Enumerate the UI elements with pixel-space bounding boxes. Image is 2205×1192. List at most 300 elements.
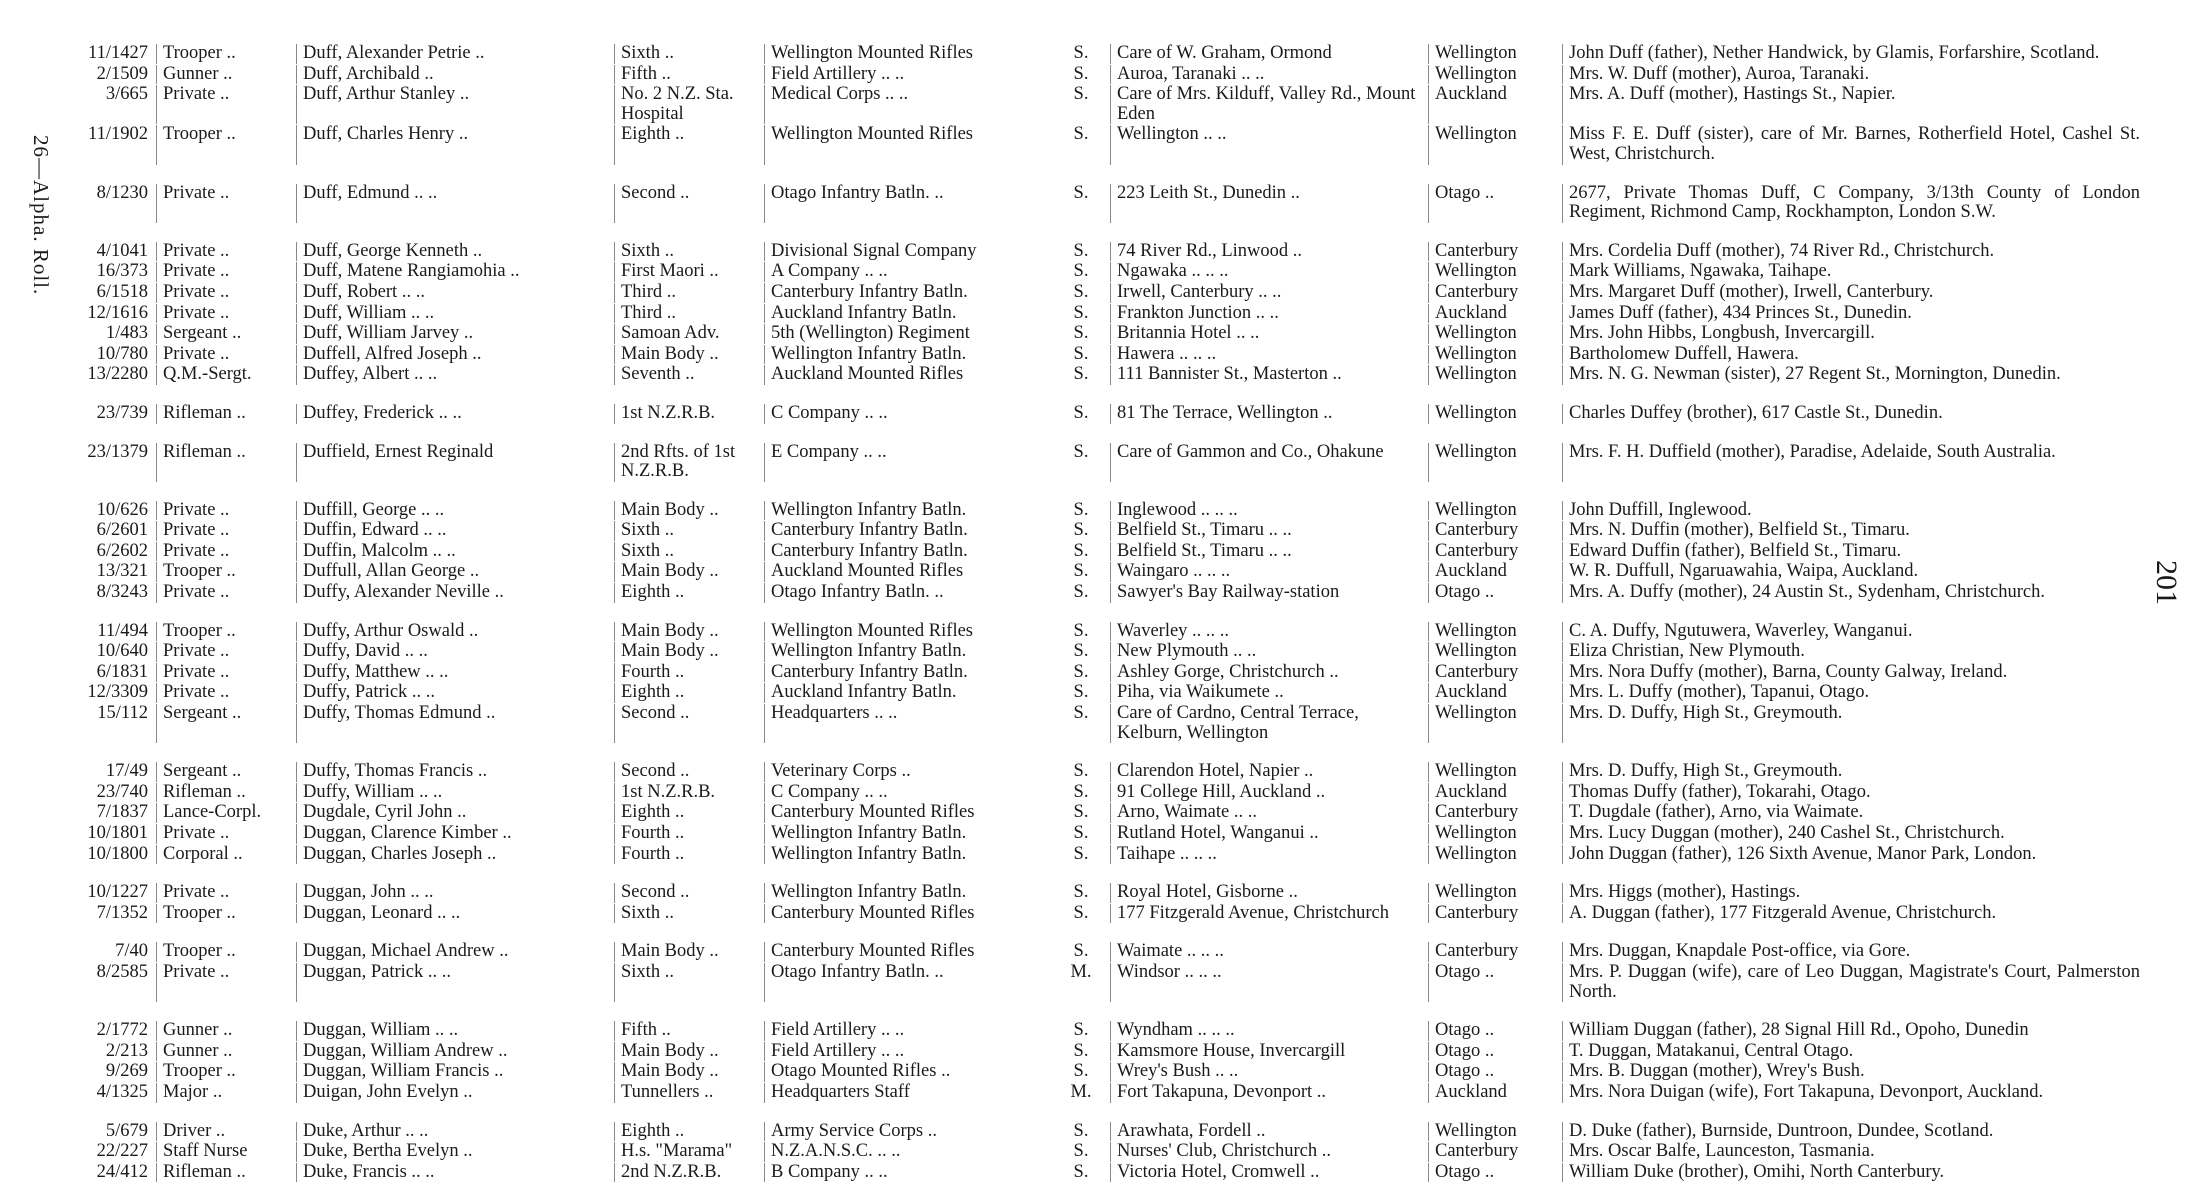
corps-unit: Army Service Corps .. (764, 1122, 1052, 1142)
soldier-name: Duff, Robert .. .. (296, 283, 614, 303)
rank: Rifleman .. (156, 783, 296, 803)
marital-status: S. (1073, 262, 1089, 282)
rank: Trooper .. (156, 1062, 296, 1082)
rank: Private .. (156, 663, 296, 683)
soldier-name: Duff, Archibald .. (296, 65, 614, 85)
corps-unit: Canterbury Infantry Batln. (764, 663, 1052, 683)
marital-status: S. (1073, 442, 1089, 462)
last-address: Windsor .. .. .. (1110, 963, 1428, 1002)
next-of-kin: Mrs. W. Duff (mother), Auroa, Taranaki. (1562, 65, 2140, 85)
military-district: Wellington (1428, 1122, 1562, 1142)
regimental-number: 10/1800 (87, 844, 148, 864)
next-of-kin: Mrs. B. Duggan (mother), Wrey's Bush. (1562, 1062, 2140, 1082)
military-district: Auckland (1428, 85, 1562, 124)
regimental-number: 6/1831 (96, 662, 148, 682)
regimental-number: 6/2601 (96, 521, 148, 541)
rank: Gunner .. (156, 1042, 296, 1062)
table-row (60, 1122, 2140, 1142)
military-district: Wellington (1428, 365, 1562, 385)
military-district: Canterbury (1428, 803, 1562, 823)
regimental-number: 8/3243 (96, 583, 148, 603)
corps-unit: Auckland Mounted Rifles (764, 562, 1052, 582)
table-row (60, 562, 2140, 582)
marital-status: S. (1073, 1021, 1089, 1041)
corps-unit: Wellington Infantry Batln. (764, 845, 1052, 865)
next-of-kin: Mrs. N. Duffin (mother), Belfield St., Timaru. (1562, 521, 2140, 541)
soldier-name: Duggan, William Francis .. (296, 1062, 614, 1082)
draft-unit: Eighth .. (614, 125, 764, 164)
draft-unit: Third .. (614, 283, 764, 303)
corps-unit: Canterbury Infantry Batln. (764, 542, 1052, 562)
marital-status: S. (1073, 403, 1089, 423)
table-row (60, 803, 2140, 823)
draft-unit: Second .. (614, 704, 764, 743)
draft-unit: Fourth .. (614, 845, 764, 865)
corps-unit: Wellington Infantry Batln. (764, 345, 1052, 365)
regimental-number: 6/1518 (96, 282, 148, 302)
soldier-name: Duff, William .. .. (296, 304, 614, 324)
military-district: Canterbury (1428, 242, 1562, 262)
rank: Gunner .. (156, 1021, 296, 1041)
rank: Trooper .. (156, 942, 296, 962)
table-row (60, 942, 2140, 962)
soldier-name: Duffell, Alfred Joseph .. (296, 345, 614, 365)
rank: Private .. (156, 283, 296, 303)
regimental-number: 4/1041 (96, 241, 148, 261)
table-row (60, 963, 2140, 1002)
marital-status: S. (1073, 125, 1089, 145)
table-row (60, 1163, 2140, 1183)
last-address: Ngawaka .. .. .. (1110, 262, 1428, 282)
page-number: 201 (2150, 560, 2183, 605)
soldier-name: Duffull, Allan George .. (296, 562, 614, 582)
soldier-name: Duggan, John .. .. (296, 883, 614, 903)
next-of-kin: Mrs. John Hibbs, Longbush, Invercargill. (1562, 324, 2140, 344)
marital-status: S. (1073, 642, 1089, 662)
marital-status: S. (1073, 583, 1089, 603)
soldier-name: Duffy, William .. .. (296, 783, 614, 803)
soldier-name: Duff, Arthur Stanley .. (296, 85, 614, 124)
table-row (60, 1062, 2140, 1082)
soldier-name: Duffey, Frederick .. .. (296, 404, 614, 424)
regimental-number: 22/227 (96, 1142, 148, 1162)
last-address: Wellington .. .. (1110, 125, 1428, 164)
draft-unit: Main Body .. (614, 501, 764, 521)
military-district: Canterbury (1428, 521, 1562, 541)
regimental-number: 13/2280 (87, 365, 148, 385)
table-row (60, 44, 2140, 64)
military-district: Wellington (1428, 125, 1562, 164)
rank: Sergeant .. (156, 704, 296, 743)
soldier-name: Duff, Edmund .. .. (296, 184, 614, 223)
rank: Private .. (156, 542, 296, 562)
regimental-number: 2/213 (105, 1041, 148, 1061)
marital-status: S. (1073, 662, 1089, 682)
regimental-number: 11/1427 (88, 44, 148, 63)
military-district: Canterbury (1428, 904, 1562, 924)
next-of-kin: Mrs. F. H. Duffield (mother), Paradise, Adelaide, South Australia. (1562, 443, 2140, 482)
regimental-number: 4/1325 (96, 1082, 148, 1102)
marital-status: S. (1073, 282, 1089, 302)
last-address: Care of Gammon and Co., Ohakune (1110, 443, 1428, 482)
soldier-name: Duffy, Thomas Edmund .. (296, 704, 614, 743)
regimental-number: 11/1902 (88, 125, 148, 145)
marital-status: S. (1073, 344, 1089, 364)
military-district: Canterbury (1428, 542, 1562, 562)
draft-unit: Main Body .. (614, 345, 764, 365)
next-of-kin: W. R. Duffull, Ngaruawahia, Waipa, Auckland. (1562, 562, 2140, 582)
draft-unit: 2nd N.Z.R.B. (614, 1163, 764, 1183)
draft-unit: No. 2 N.Z. Sta. Hospital (614, 85, 764, 124)
military-district: Auckland (1428, 1083, 1562, 1103)
draft-unit: Second .. (614, 184, 764, 223)
regimental-number: 11/494 (97, 621, 148, 641)
next-of-kin: Mrs. N. G. Newman (sister), 27 Regent St., Mornington, Dunedin. (1562, 365, 2140, 385)
marital-status: S. (1073, 85, 1089, 105)
corps-unit: A Company .. .. (764, 262, 1052, 282)
soldier-name: Duggan, Michael Andrew .. (296, 942, 614, 962)
regimental-number: 10/780 (96, 344, 148, 364)
last-address: Inglewood .. .. .. (1110, 501, 1428, 521)
next-of-kin: Mrs. P. Duggan (wife), care of Leo Duggan, Magistrate's Court, Palmerston North. (1562, 963, 2140, 1002)
draft-unit: Second .. (614, 883, 764, 903)
table-row (60, 704, 2140, 743)
last-address: Belfield St., Timaru .. .. (1110, 542, 1428, 562)
regimental-number: 8/2585 (96, 962, 148, 982)
table-row (60, 304, 2140, 324)
military-district: Wellington (1428, 65, 1562, 85)
marital-status: S. (1073, 562, 1089, 582)
table-row (60, 85, 2140, 124)
soldier-name: Duff, Charles Henry .. (296, 125, 614, 164)
draft-unit: Sixth .. (614, 904, 764, 924)
table-row (60, 904, 2140, 924)
rank: Major .. (156, 1083, 296, 1103)
corps-unit: Divisional Signal Company (764, 242, 1052, 262)
draft-unit: Fifth .. (614, 65, 764, 85)
regimental-number: 8/1230 (96, 183, 148, 203)
corps-unit: C Company .. .. (764, 783, 1052, 803)
table-row (60, 324, 2140, 344)
table-row (60, 242, 2140, 262)
last-address: Arno, Waimate .. .. (1110, 803, 1428, 823)
last-address: Rutland Hotel, Wanganui .. (1110, 824, 1428, 844)
corps-unit: Wellington Infantry Batln. (764, 642, 1052, 662)
military-district: Canterbury (1428, 663, 1562, 683)
marital-status: S. (1073, 1142, 1089, 1162)
draft-unit: Fifth .. (614, 1021, 764, 1041)
next-of-kin: T. Dugdale (father), Arno, via Waimate. (1562, 803, 2140, 823)
table-row (60, 1042, 2140, 1062)
rank: Private .. (156, 242, 296, 262)
rank: Rifleman .. (156, 443, 296, 482)
corps-unit: Field Artillery .. .. (764, 1042, 1052, 1062)
corps-unit: C Company .. .. (764, 404, 1052, 424)
next-of-kin: Thomas Duffy (father), Tokarahi, Otago. (1562, 783, 2140, 803)
draft-unit: Eighth .. (614, 1122, 764, 1142)
last-address: Waverley .. .. .. (1110, 622, 1428, 642)
regimental-number: 10/626 (96, 500, 148, 520)
military-district: Otago .. (1428, 1042, 1562, 1062)
corps-unit: Auckland Infantry Batln. (764, 683, 1052, 703)
draft-unit: Sixth .. (614, 242, 764, 262)
rank: Private .. (156, 963, 296, 1002)
marital-status: S. (1073, 683, 1089, 703)
next-of-kin: Mrs. A. Duff (mother), Hastings St., Napier. (1562, 85, 2140, 124)
rank: Trooper .. (156, 125, 296, 164)
last-address: Care of Mrs. Kilduff, Valley Rd., Mount Eden (1110, 85, 1428, 124)
table-row (60, 262, 2140, 282)
next-of-kin: Mrs. Margaret Duff (mother), Irwell, Canterbury. (1562, 283, 2140, 303)
regimental-number: 23/1379 (87, 442, 148, 462)
soldier-name: Duffy, Matthew .. .. (296, 663, 614, 683)
next-of-kin: Mark Williams, Ngawaka, Taihape. (1562, 262, 2140, 282)
marital-status: S. (1073, 541, 1089, 561)
next-of-kin: Mrs. Lucy Duggan (mother), 240 Cashel St., Christchurch. (1562, 824, 2140, 844)
corps-unit: Otago Mounted Rifles .. (764, 1062, 1052, 1082)
marital-status: S. (1073, 621, 1089, 641)
next-of-kin: Edward Duffin (father), Belfield St., Timaru. (1562, 542, 2140, 562)
last-address: Fort Takapuna, Devonport .. (1110, 1083, 1428, 1103)
corps-unit: Field Artillery .. .. (764, 1021, 1052, 1041)
last-address: New Plymouth .. .. (1110, 642, 1428, 662)
military-district: Wellington (1428, 345, 1562, 365)
draft-unit: Eighth .. (614, 683, 764, 703)
corps-unit: Canterbury Mounted Rifles (764, 803, 1052, 823)
marital-status: S. (1073, 500, 1089, 520)
marital-status: S. (1073, 521, 1089, 541)
marital-status: S. (1073, 903, 1089, 923)
corps-unit: Auckland Mounted Rifles (764, 365, 1052, 385)
last-address: Taihape .. .. .. (1110, 845, 1428, 865)
marital-status: S. (1073, 365, 1089, 385)
table-row (60, 762, 2140, 782)
draft-unit: Tunnellers .. (614, 1083, 764, 1103)
regimental-number: 9/269 (105, 1062, 148, 1082)
military-district: Otago .. (1428, 1062, 1562, 1082)
last-address: 177 Fitzgerald Avenue, Christchurch (1110, 904, 1428, 924)
military-district: Auckland (1428, 683, 1562, 703)
rank: Private .. (156, 262, 296, 282)
regimental-number: 17/49 (105, 762, 148, 782)
table-row (60, 542, 2140, 562)
marital-status: S. (1073, 1121, 1089, 1141)
next-of-kin: A. Duggan (father), 177 Fitzgerald Avenue, Christchurch. (1562, 904, 2140, 924)
marital-status: S. (1073, 183, 1089, 203)
corps-unit: Veterinary Corps .. (764, 762, 1052, 782)
last-address: Irwell, Canterbury .. .. (1110, 283, 1428, 303)
marital-status: S. (1073, 844, 1089, 864)
regimental-number: 24/412 (96, 1162, 148, 1182)
rank: Trooper .. (156, 562, 296, 582)
military-district: Wellington (1428, 44, 1562, 64)
next-of-kin: Mrs. Oscar Balfe, Launceston, Tasmania. (1562, 1142, 2140, 1162)
soldier-name: Duffey, Albert .. .. (296, 365, 614, 385)
last-address: 223 Leith St., Dunedin .. (1110, 184, 1428, 223)
corps-unit: Wellington Infantry Batln. (764, 501, 1052, 521)
regimental-number: 12/1616 (87, 303, 148, 323)
soldier-name: Duff, William Jarvey .. (296, 324, 614, 344)
last-address: Royal Hotel, Gisborne .. (1110, 883, 1428, 903)
rank: Lance-Corpl. (156, 803, 296, 823)
soldier-name: Duigan, John Evelyn .. (296, 1083, 614, 1103)
draft-unit: Seventh .. (614, 365, 764, 385)
next-of-kin: D. Duke (father), Burnside, Duntroon, Dundee, Scotland. (1562, 1122, 2140, 1142)
draft-unit: Fourth .. (614, 824, 764, 844)
last-address: Piha, via Waikumete .. (1110, 683, 1428, 703)
marital-status: S. (1073, 1162, 1089, 1182)
corps-unit: Wellington Mounted Rifles (764, 622, 1052, 642)
next-of-kin: Mrs. Higgs (mother), Hastings. (1562, 883, 2140, 903)
rank: Trooper .. (156, 44, 296, 64)
military-district: Otago .. (1428, 184, 1562, 223)
regimental-number: 7/1837 (96, 803, 148, 823)
corps-unit: Wellington Infantry Batln. (764, 883, 1052, 903)
corps-unit: Wellington Infantry Batln. (764, 824, 1052, 844)
regimental-number: 6/2602 (96, 541, 148, 561)
military-district: Auckland (1428, 304, 1562, 324)
table-row (60, 125, 2140, 164)
draft-unit: Sixth .. (614, 963, 764, 1002)
soldier-name: Duffy, Patrick .. .. (296, 683, 614, 703)
marital-status: S. (1073, 303, 1089, 323)
marital-status: S. (1073, 704, 1089, 724)
next-of-kin: Charles Duffey (brother), 617 Castle St., Dunedin. (1562, 404, 2140, 424)
military-district: Otago .. (1428, 963, 1562, 1002)
soldier-name: Duggan, Leonard .. .. (296, 904, 614, 924)
corps-unit: Wellington Mounted Rifles (764, 125, 1052, 164)
marital-status: S. (1073, 44, 1089, 63)
rank: Private .. (156, 521, 296, 541)
rank: Gunner .. (156, 65, 296, 85)
next-of-kin: Mrs. L. Duffy (mother), Tapanui, Otago. (1562, 683, 2140, 703)
table-row (60, 283, 2140, 303)
next-of-kin: Mrs. D. Duffy, High St., Greymouth. (1562, 704, 2140, 743)
table-row (60, 1021, 2140, 1041)
table-row (60, 622, 2140, 642)
last-address: Waimate .. .. .. (1110, 942, 1428, 962)
next-of-kin: Mrs. D. Duffy, High St., Greymouth. (1562, 762, 2140, 782)
military-district: Auckland (1428, 562, 1562, 582)
draft-unit: Samoan Adv. (614, 324, 764, 344)
rank: Rifleman .. (156, 404, 296, 424)
next-of-kin: Mrs. Nora Duffy (mother), Barna, County Galway, Ireland. (1562, 663, 2140, 683)
rank: Private .. (156, 345, 296, 365)
next-of-kin: C. A. Duffy, Ngutuwera, Waverley, Wanganui. (1562, 622, 2140, 642)
last-address: Arawhata, Fordell .. (1110, 1122, 1428, 1142)
regimental-number: 7/40 (115, 942, 148, 962)
marital-status: S. (1073, 64, 1089, 84)
table-row (60, 184, 2140, 223)
soldier-name: Duffy, Thomas Francis .. (296, 762, 614, 782)
marital-status: M. (1070, 962, 1092, 982)
soldier-name: Duke, Bertha Evelyn .. (296, 1142, 614, 1162)
military-district: Wellington (1428, 404, 1562, 424)
next-of-kin: Mrs. A. Duffy (mother), 24 Austin St., Sydenham, Christchurch. (1562, 583, 2140, 603)
draft-unit: Main Body .. (614, 1042, 764, 1062)
military-district: Wellington (1428, 883, 1562, 903)
soldier-name: Duffy, Arthur Oswald .. (296, 622, 614, 642)
corps-unit: Canterbury Mounted Rifles (764, 904, 1052, 924)
corps-unit: Canterbury Mounted Rifles (764, 942, 1052, 962)
soldier-name: Duggan, Patrick .. .. (296, 963, 614, 1002)
draft-unit: Sixth .. (614, 44, 764, 64)
corps-unit: Otago Infantry Batln. .. (764, 184, 1052, 223)
military-district: Wellington (1428, 704, 1562, 743)
rank: Private .. (156, 583, 296, 603)
corps-unit: Headquarters Staff (764, 1083, 1052, 1103)
military-district: Otago .. (1428, 1163, 1562, 1183)
regimental-number: 5/679 (105, 1121, 148, 1141)
last-address: Hawera .. .. .. (1110, 345, 1428, 365)
table-row (60, 845, 2140, 865)
regimental-number: 2/1772 (96, 1021, 148, 1041)
regimental-number: 10/1801 (87, 824, 148, 843)
soldier-name: Duff, Alexander Petrie .. (296, 44, 614, 64)
marital-status: S. (1073, 1062, 1089, 1082)
rank: Private .. (156, 304, 296, 324)
rank: Sergeant .. (156, 762, 296, 782)
rank: Staff Nurse (156, 1142, 296, 1162)
regimental-number: 10/1227 (87, 883, 148, 903)
rank: Private .. (156, 85, 296, 124)
soldier-name: Duke, Francis .. .. (296, 1163, 614, 1183)
table-row (60, 642, 2140, 662)
table-row (60, 1083, 2140, 1103)
draft-unit: Second .. (614, 762, 764, 782)
military-district: Canterbury (1428, 283, 1562, 303)
table-row (60, 883, 2140, 903)
rank: Driver .. (156, 1122, 296, 1142)
table-row (60, 404, 2140, 424)
soldier-name: Duggan, William .. .. (296, 1021, 614, 1041)
last-address: 81 The Terrace, Wellington .. (1110, 404, 1428, 424)
next-of-kin: Mrs. Duggan, Knapdale Post-office, via Gore. (1562, 942, 2140, 962)
military-district: Otago .. (1428, 583, 1562, 603)
soldier-name: Duggan, William Andrew .. (296, 1042, 614, 1062)
marital-status: S. (1073, 824, 1089, 843)
soldier-name: Duffin, Malcolm .. .. (296, 542, 614, 562)
military-district: Auckland (1428, 783, 1562, 803)
table-row (60, 443, 2140, 482)
regimental-number: 3/665 (105, 85, 148, 105)
military-district: Wellington (1428, 443, 1562, 482)
table-row (60, 583, 2140, 603)
next-of-kin: Miss F. E. Duff (sister), care of Mr. Barnes, Rotherfield Hotel, Cashel St. West, Christchurch. (1562, 125, 2140, 164)
draft-unit: Main Body .. (614, 622, 764, 642)
corps-unit: Field Artillery .. .. (764, 65, 1052, 85)
last-address: 91 College Hill, Auckland .. (1110, 783, 1428, 803)
draft-unit: Sixth .. (614, 521, 764, 541)
military-district: Wellington (1428, 642, 1562, 662)
draft-unit: Third .. (614, 304, 764, 324)
last-address: Belfield St., Timaru .. .. (1110, 521, 1428, 541)
marital-status: S. (1073, 883, 1089, 903)
rank: Private .. (156, 501, 296, 521)
draft-unit: H.s. "Marama" (614, 1142, 764, 1162)
next-of-kin: T. Duggan, Matakanui, Central Otago. (1562, 1042, 2140, 1062)
next-of-kin: James Duff (father), 434 Princes St., Dunedin. (1562, 304, 2140, 324)
next-of-kin: John Duggan (father), 126 Sixth Avenue, Manor Park, London. (1562, 845, 2140, 865)
last-address: Nurses' Club, Christchurch .. (1110, 1142, 1428, 1162)
soldier-name: Duffy, David .. .. (296, 642, 614, 662)
rank: Private .. (156, 184, 296, 223)
rank: Corporal .. (156, 845, 296, 865)
soldier-name: Duff, Matene Rangiamohia .. (296, 262, 614, 282)
draft-unit: Eighth .. (614, 803, 764, 823)
military-district: Wellington (1428, 824, 1562, 844)
marital-status: S. (1073, 803, 1089, 823)
